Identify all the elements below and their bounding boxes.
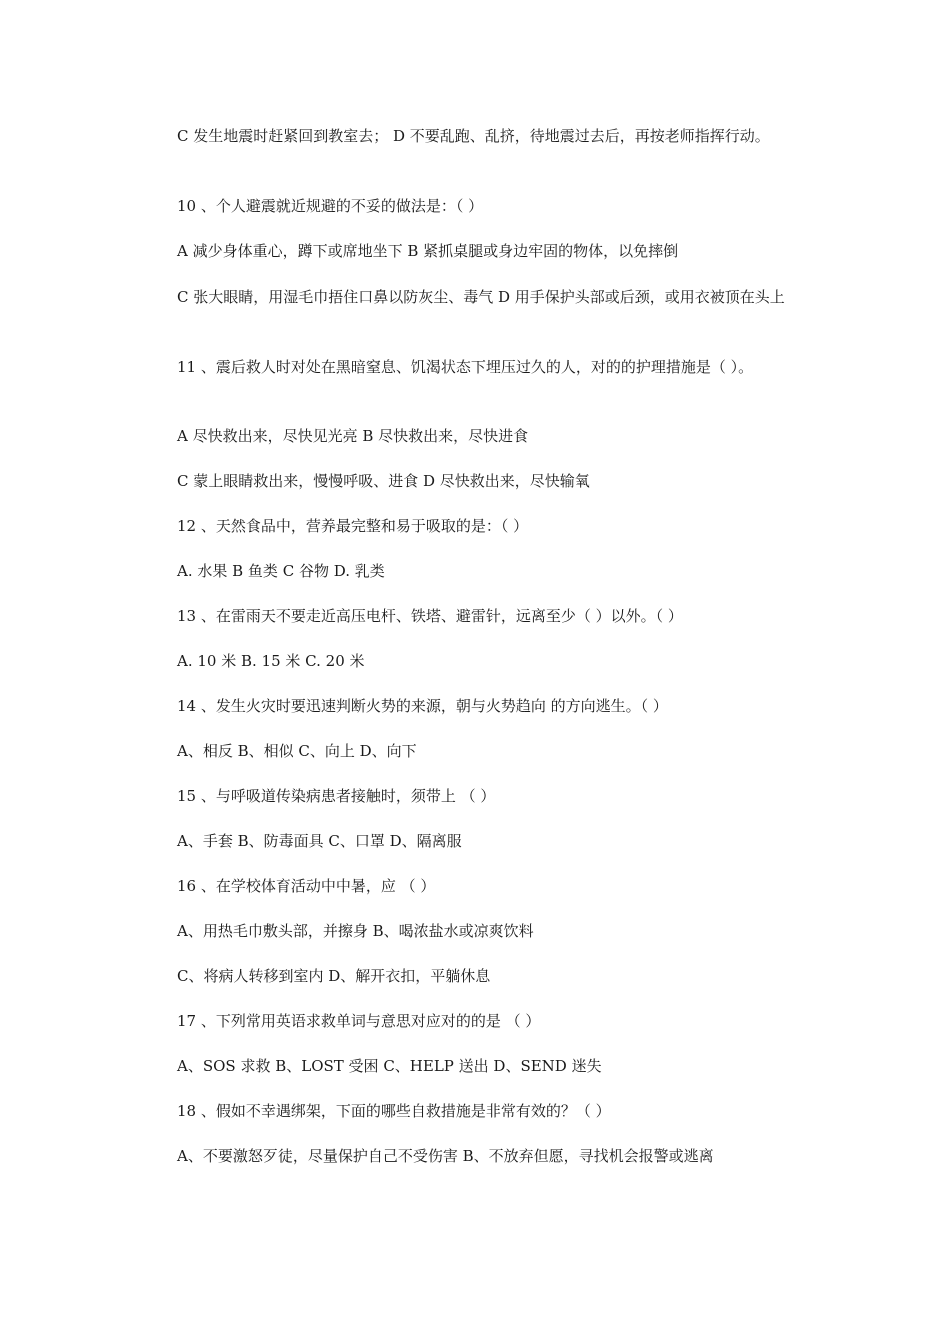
options-15: A、手套 B、防毒面具 C、口罩 D、隔离服 — [177, 832, 462, 850]
question-16: 16 、在学校体育活动中中暑，应 （ ） — [177, 877, 436, 895]
question-10: 10 、个人避震就近规避的不妥的做法是：（ ） — [177, 197, 484, 215]
question-14: 14 、发生火灾时要迅速判断火势的来源，朝与火势趋向 的方向逃生。（ ） — [177, 697, 668, 715]
question-17: 17 、下列常用英语求救单词与意思对应对的的是 （ ） — [177, 1012, 541, 1030]
options-11-cd: C 蒙上眼睛救出来，慢慢呼吸、进食 D 尽快救出来，尽快输氧 — [177, 472, 590, 490]
question-11: 11 、震后救人时对处在黑暗窒息、饥渴状态下埋压过久的人，对的的护理措施是（ ）。 — [177, 358, 754, 376]
question-15: 15 、与呼吸道传染病患者接触时，须带上 （ ） — [177, 787, 496, 805]
options-10-cd: C 张大眼睛，用湿毛巾捂住口鼻以防灰尘、毒气 D 用手保护头部或后颈，或用衣被顶在头上 — [177, 288, 785, 306]
options-11-ab: A 尽快救出来，尽快见光亮 B 尽快救出来，尽快进食 — [177, 427, 529, 445]
options-12: A. 水果 B 鱼类 C 谷物 D. 乳类 — [177, 562, 385, 580]
question-18: 18 、假如不幸遇绑架，下面的哪些自救措施是非常有效的？（ ） — [177, 1102, 611, 1120]
options-17: A、SOS 求救 B、LOST 受困 C、HELP 送出 D、SEND 迷失 — [177, 1057, 602, 1075]
options-16-cd: C、将病人转移到室内 D、解开衣扣，平躺休息 — [177, 967, 491, 985]
options-14: A、相反 B、相似 C、向上 D、向下 — [177, 742, 417, 760]
options-18-ab: A、不要激怒歹徒，尽量保护自己不受伤害 B、不放弃但愿，寻找机会报警或逃离 — [177, 1147, 714, 1165]
options-10-ab: A 减少身体重心，蹲下或席地坐下 B 紧抓桌腿或身边牢固的物体，以免摔倒 — [177, 242, 679, 260]
question-13: 13 、在雷雨天不要走近高压电杆、铁塔、避雷针，远离至少（ ）以外。（ ） — [177, 607, 683, 625]
options-16-ab: A、用热毛巾敷头部，并擦身 B、喝浓盐水或凉爽饮料 — [177, 922, 534, 940]
options-13: A. 10 米 B. 15 米 C. 20 米 — [177, 652, 365, 670]
question-12: 12 、天然食品中，营养最完整和易于吸取的是：（ ） — [177, 517, 529, 535]
text-line: C 发生地震时赶紧回到教室去； D 不要乱跑、乱挤，待地震过去后，再按老师指挥行动。 — [177, 127, 770, 145]
